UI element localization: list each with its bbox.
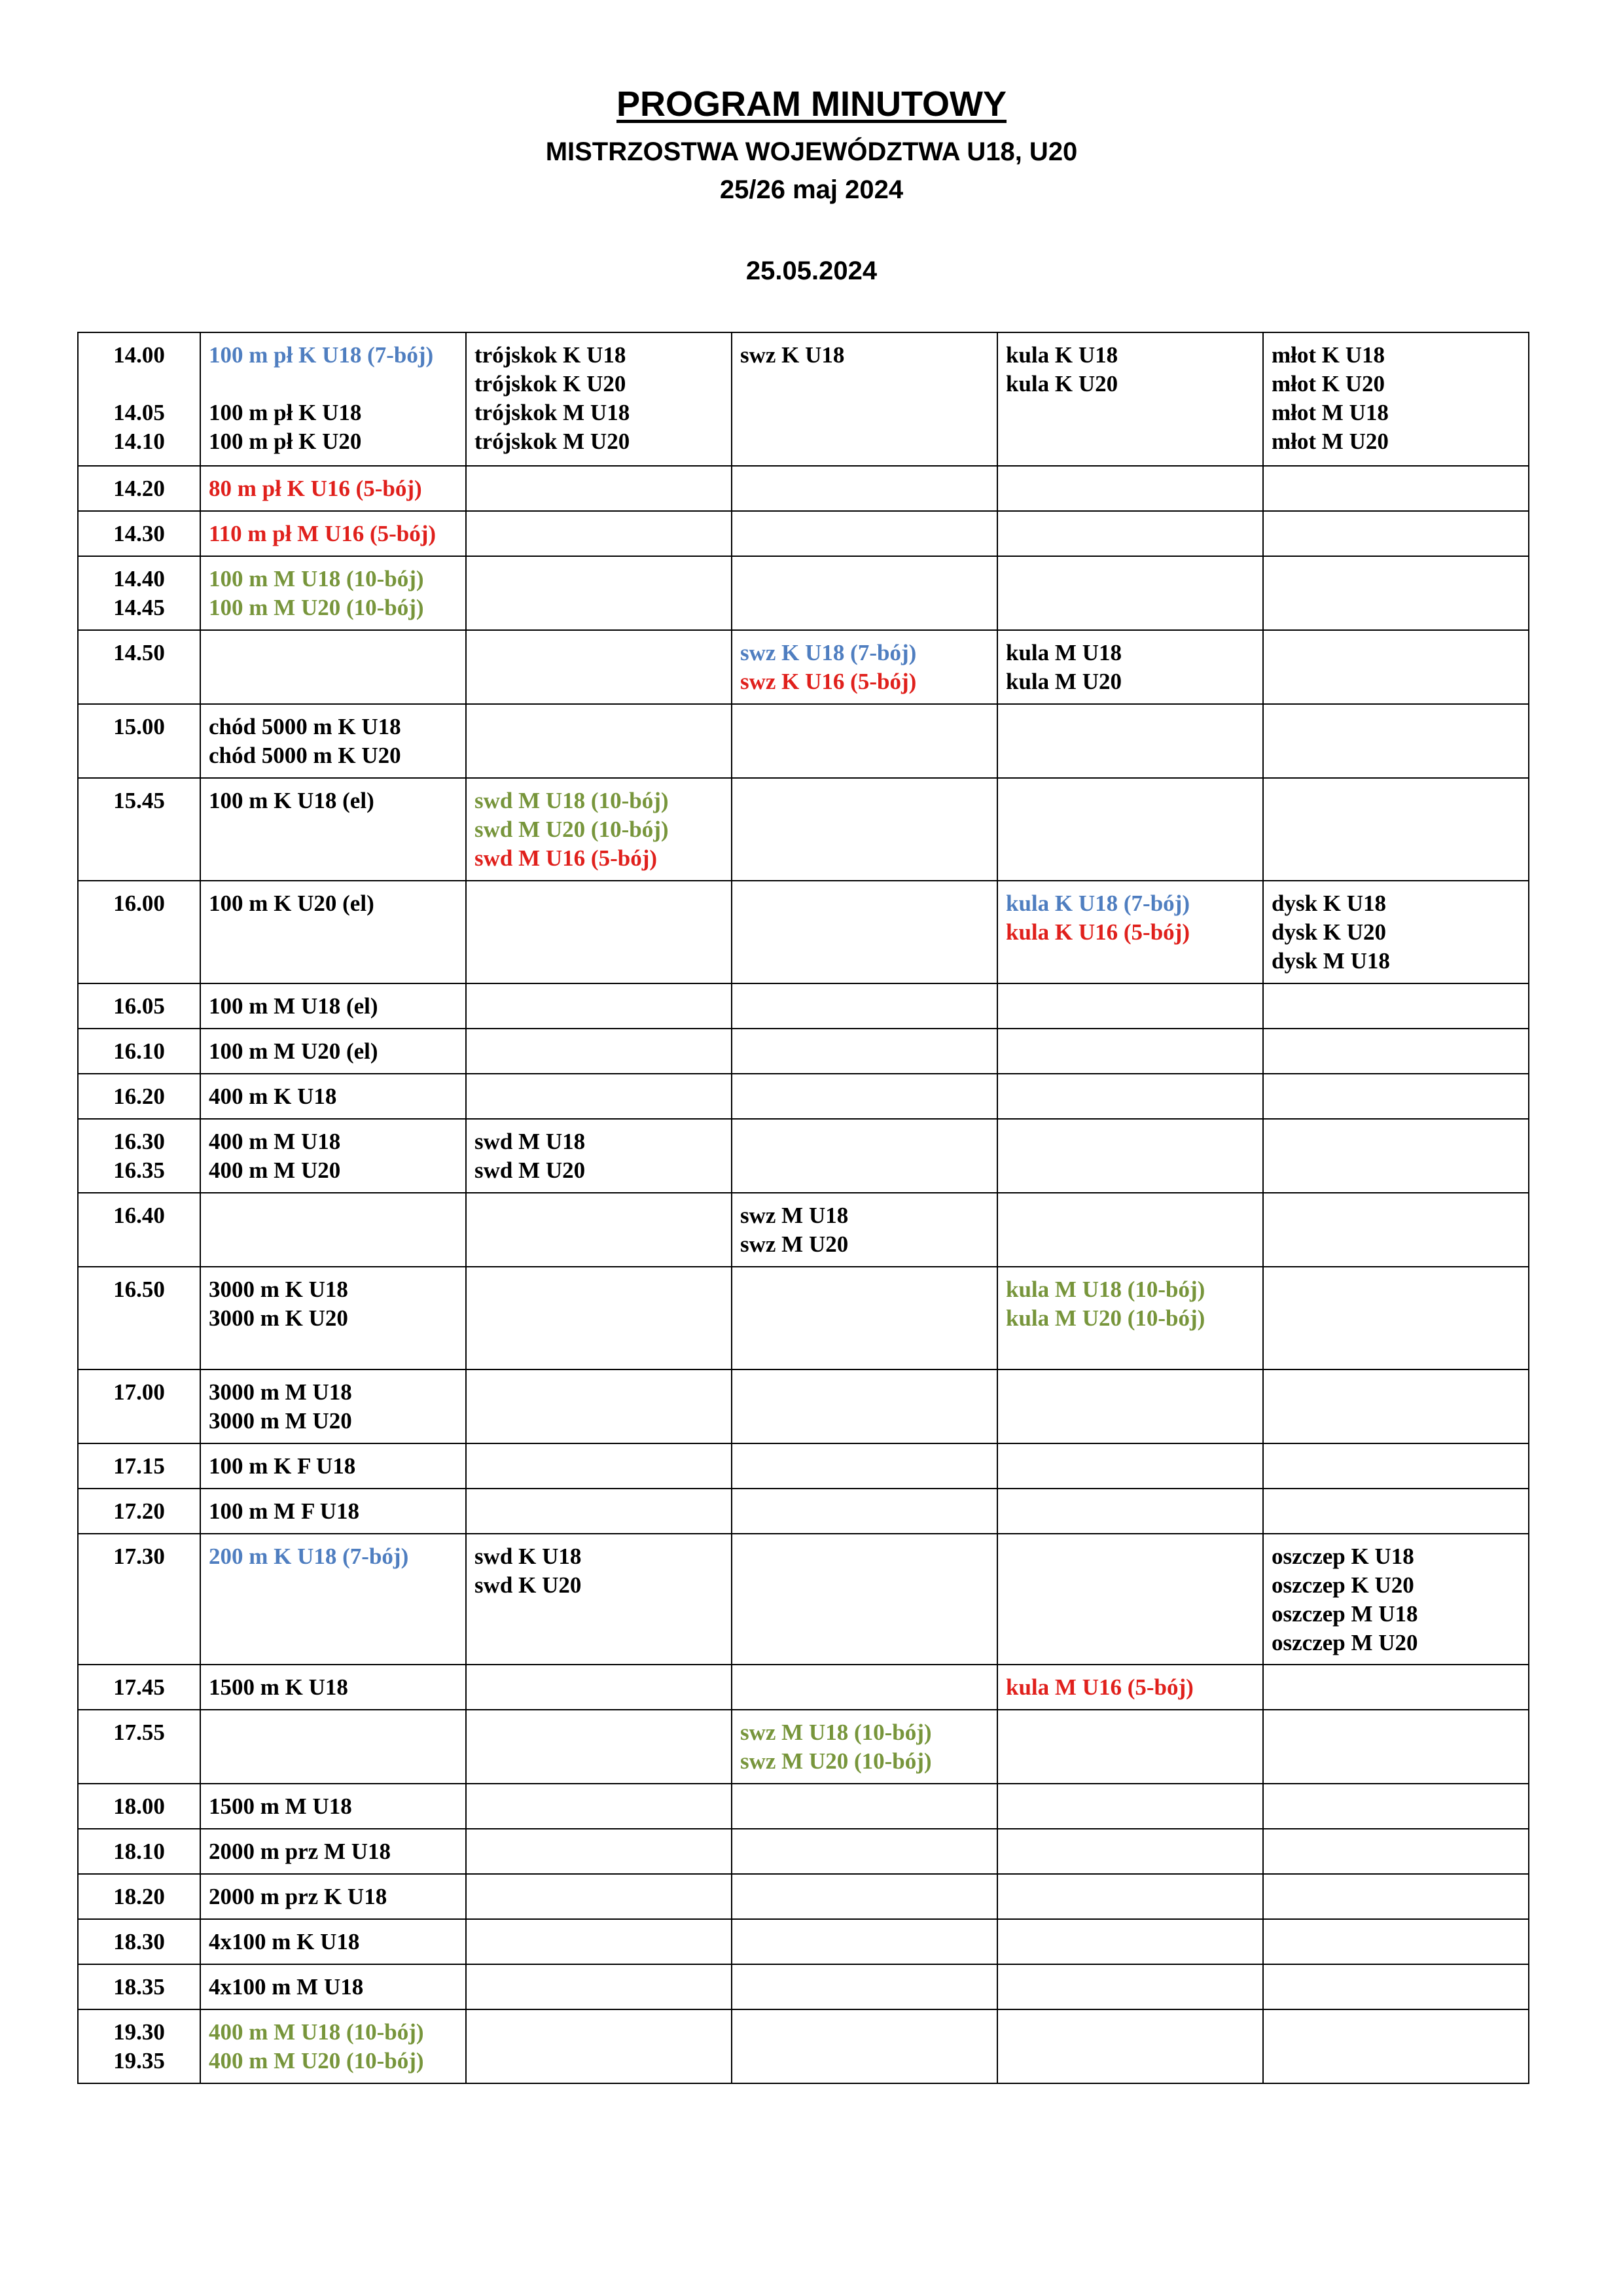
event-cell: [200, 1369, 466, 1443]
event-cell: [732, 1710, 997, 1784]
schedule-row: [78, 1267, 1529, 1369]
time-cell: [78, 1267, 200, 1369]
event-cell: [1263, 1029, 1529, 1074]
time-value: 14.50: [113, 640, 165, 665]
time-value: 16.35: [113, 1157, 165, 1183]
event-cell: [997, 1874, 1263, 1919]
event-cell: [1263, 1119, 1529, 1193]
event-cell: [466, 2009, 732, 2083]
event-entry: 200 m K U18 (7-bój): [209, 1544, 409, 1569]
time-cell: [78, 1874, 200, 1919]
event-cell: [997, 1829, 1263, 1874]
time-value: 16.10: [113, 1038, 165, 1064]
event-cell: [466, 1874, 732, 1919]
event-cell: [200, 1784, 466, 1829]
event-entry: swz M U18: [740, 1203, 849, 1228]
event-cell: [732, 1193, 997, 1267]
schedule-row: [78, 1443, 1529, 1489]
event-cell: [1263, 1665, 1529, 1710]
event-cell: [1263, 1829, 1529, 1874]
event-cell: [200, 1074, 466, 1119]
event-entry: dysk M U18: [1272, 948, 1390, 974]
schedule-row: [78, 778, 1529, 881]
event-cell: [1263, 511, 1529, 556]
event-cell: [1263, 1919, 1529, 1964]
time-value: 16.50: [113, 1277, 165, 1302]
event-entry: swd M U20 (10-bój): [474, 817, 669, 842]
schedule-row: [78, 1029, 1529, 1074]
event-entry: 100 m pł K U18 (7-bój): [209, 342, 434, 368]
event-cell: [200, 2009, 466, 2083]
time-cell: [78, 1919, 200, 1964]
event-entry: trójskok K U20: [474, 371, 626, 397]
event-cell: [1263, 1074, 1529, 1119]
event-entry: 3000 m K U20: [209, 1305, 348, 1331]
event-cell: [1263, 1193, 1529, 1267]
time-cell: [78, 1489, 200, 1534]
event-cell: [732, 2009, 997, 2083]
event-cell: [200, 1665, 466, 1710]
time-cell: [78, 556, 200, 630]
event-cell: [200, 1710, 466, 1784]
time-cell: [78, 1964, 200, 2009]
event-cell: [466, 1193, 732, 1267]
event-entry: 100 m M U20 (10-bój): [209, 595, 424, 620]
event-entry: 400 m M U18: [209, 1129, 341, 1154]
event-cell: [466, 704, 732, 778]
time-value: 16.30: [113, 1129, 165, 1154]
event-entry: 4x100 m M U18: [209, 1974, 364, 2000]
event-entry: 100 m M U18 (el): [209, 993, 378, 1019]
event-cell: [466, 556, 732, 630]
time-value: 14.20: [113, 476, 165, 501]
event-entry: młot K U20: [1272, 371, 1385, 397]
schedule-row: [78, 1369, 1529, 1443]
event-cell: [732, 1267, 997, 1369]
event-entry: swd M U20: [474, 1157, 586, 1183]
time-value: 17.15: [113, 1453, 165, 1479]
event-entry: 1500 m K U18: [209, 1674, 348, 1700]
event-cell: [997, 1534, 1263, 1665]
event-cell: [466, 1710, 732, 1784]
time-value: 17.30: [113, 1544, 165, 1569]
event-cell: [732, 704, 997, 778]
event-cell: [466, 1119, 732, 1193]
event-cell: [997, 511, 1263, 556]
time-cell: [78, 511, 200, 556]
event-entry: swz M U20: [740, 1231, 849, 1257]
event-cell: [997, 1784, 1263, 1829]
event-entry: 4x100 m K U18: [209, 1929, 360, 1954]
event-cell: [466, 1665, 732, 1710]
event-cell: [1263, 778, 1529, 881]
time-cell: [78, 332, 200, 466]
event-cell: [466, 630, 732, 704]
event-cell: [200, 511, 466, 556]
event-cell: [997, 1443, 1263, 1489]
event-cell: [1263, 704, 1529, 778]
event-entry: 100 m K F U18: [209, 1453, 356, 1479]
event-cell: [997, 1710, 1263, 1784]
event-entry: 400 m M U20 (10-bój): [209, 2048, 424, 2074]
event-cell: [732, 1784, 997, 1829]
time-cell: [78, 1029, 200, 1074]
event-cell: [200, 1443, 466, 1489]
event-entry: dysk K U20: [1272, 919, 1387, 945]
schedule-row: [78, 332, 1529, 466]
time-cell: [78, 630, 200, 704]
event-entry: swz K U18: [740, 342, 845, 368]
event-cell: [732, 1919, 997, 1964]
event-cell: [732, 1829, 997, 1874]
event-cell: [200, 1964, 466, 2009]
schedule-table: [77, 332, 1529, 2084]
event-cell: [1263, 1784, 1529, 1829]
event-cell: [732, 1665, 997, 1710]
event-cell: [997, 1267, 1263, 1369]
event-cell: [997, 1119, 1263, 1193]
event-cell: [466, 1369, 732, 1443]
event-entry: kula K U18 (7-bój): [1006, 891, 1190, 916]
event-entry: dysk K U18: [1272, 891, 1387, 916]
event-cell: [997, 1665, 1263, 1710]
event-entry: oszczep M U18: [1272, 1601, 1418, 1627]
event-cell: [997, 983, 1263, 1029]
time-cell: [78, 1665, 200, 1710]
time-value: 15.45: [113, 788, 165, 813]
event-entry: 100 m K U18 (el): [209, 788, 374, 813]
event-cell: [1263, 1267, 1529, 1369]
event-entry: chód 5000 m K U18: [209, 714, 401, 739]
event-entry: swz K U16 (5-bój): [740, 669, 917, 694]
schedule-row: [78, 1534, 1529, 1665]
event-cell: [466, 983, 732, 1029]
event-cell: [732, 778, 997, 881]
day-date: 25.05.2024: [745, 256, 878, 285]
event-cell: [1263, 556, 1529, 630]
event-cell: [200, 1267, 466, 1369]
event-entry: kula M U18 (10-bój): [1006, 1277, 1205, 1302]
schedule-row: [78, 1874, 1529, 1919]
event-cell: [732, 1964, 997, 2009]
event-entry: oszczep K U20: [1272, 1572, 1414, 1598]
event-cell: [997, 1369, 1263, 1443]
time-value: 14.45: [113, 595, 165, 620]
schedule-row: [78, 556, 1529, 630]
schedule-row: [78, 2009, 1529, 2083]
event-cell: [200, 1874, 466, 1919]
event-entry: trójskok M U20: [474, 429, 630, 454]
event-entry: trójskok K U18: [474, 342, 626, 368]
event-cell: [200, 1193, 466, 1267]
schedule-row: [78, 1829, 1529, 1874]
schedule-row: [78, 1964, 1529, 2009]
event-cell: [200, 1029, 466, 1074]
schedule-row: [78, 1119, 1529, 1193]
event-cell: [1263, 1534, 1529, 1665]
event-cell: [200, 983, 466, 1029]
event-entry: trójskok M U18: [474, 400, 630, 425]
event-cell: [466, 1784, 732, 1829]
event-name: MISTRZOSTWA WOJEWÓDZTWA U18, U20: [545, 137, 1078, 166]
event-entry: swd M U18: [474, 1129, 586, 1154]
event-entry: 100 m M U18 (10-bój): [209, 566, 424, 592]
event-cell: [732, 1074, 997, 1119]
event-cell: [997, 881, 1263, 983]
event-cell: [1263, 332, 1529, 466]
page-title: PROGRAM MINUTOWY: [616, 84, 1007, 124]
event-cell: [997, 1193, 1263, 1267]
time-value: 15.00: [113, 714, 165, 739]
schedule-row: [78, 1665, 1529, 1710]
time-cell: [78, 1710, 200, 1784]
event-cell: [997, 1029, 1263, 1074]
event-cell: [732, 332, 997, 466]
time-value: 14.40: [113, 566, 165, 592]
time-cell: [78, 1074, 200, 1119]
event-entry: 400 m M U18 (10-bój): [209, 2019, 424, 2045]
time-cell: [78, 1443, 200, 1489]
event-cell: [1263, 1489, 1529, 1534]
event-cell: [466, 466, 732, 511]
event-entry: kula K U20: [1006, 371, 1118, 397]
event-entry: swd K U18: [474, 1544, 582, 1569]
event-entry: 110 m pł M U16 (5-bój): [209, 521, 437, 546]
event-entry: swd M U18 (10-bój): [474, 788, 669, 813]
event-entry: 2000 m prz K U18: [209, 1884, 387, 1909]
event-entry: 80 m pł K U16 (5-bój): [209, 476, 422, 501]
event-entry: 400 m K U18: [209, 1084, 337, 1109]
event-cell: [732, 511, 997, 556]
schedule-row: [78, 881, 1529, 983]
event-cell: [200, 704, 466, 778]
event-cell: [997, 1489, 1263, 1534]
schedule-row: [78, 1784, 1529, 1829]
schedule-row: [78, 466, 1529, 511]
event-cell: [732, 1119, 997, 1193]
event-cell: [466, 1074, 732, 1119]
time-value: 17.00: [113, 1379, 165, 1405]
event-entry: oszczep K U18: [1272, 1544, 1414, 1569]
event-entry: młot K U18: [1272, 342, 1385, 368]
event-cell: [1263, 1710, 1529, 1784]
event-entry: kula K U16 (5-bój): [1006, 919, 1190, 945]
event-entry: kula K U18: [1006, 342, 1118, 368]
time-cell: [78, 1534, 200, 1665]
event-cell: [997, 778, 1263, 881]
event-cell: [997, 630, 1263, 704]
event-cell: [997, 466, 1263, 511]
event-cell: [997, 556, 1263, 630]
event-entry: 1500 m M U18: [209, 1793, 352, 1819]
time-value: 18.20: [113, 1884, 165, 1909]
event-cell: [466, 778, 732, 881]
time-cell: [78, 704, 200, 778]
event-cell: [997, 1074, 1263, 1119]
time-value: 16.05: [113, 993, 165, 1019]
event-cell: [1263, 1443, 1529, 1489]
event-cell: [200, 1919, 466, 1964]
schedule-row: [78, 1489, 1529, 1534]
schedule-row: [78, 511, 1529, 556]
event-entry: kula M U18: [1006, 640, 1122, 665]
event-cell: [1263, 630, 1529, 704]
event-cell: [200, 1829, 466, 1874]
event-entry: swd M U16 (5-bój): [474, 845, 658, 871]
schedule-row: [78, 704, 1529, 778]
time-value: 17.45: [113, 1674, 165, 1700]
schedule-row: [78, 983, 1529, 1029]
event-cell: [732, 1443, 997, 1489]
time-value: 19.35: [113, 2048, 165, 2074]
time-value: 16.20: [113, 1084, 165, 1109]
event-cell: [732, 556, 997, 630]
event-entry: 100 m K U20 (el): [209, 891, 374, 916]
time-value: 17.55: [113, 1720, 165, 1745]
event-entry: 3000 m K U18: [209, 1277, 348, 1302]
event-cell: [732, 983, 997, 1029]
event-cell: [997, 1919, 1263, 1964]
event-cell: [1263, 983, 1529, 1029]
time-value: 16.40: [113, 1203, 165, 1228]
event-entry: 400 m M U20: [209, 1157, 341, 1183]
event-cell: [466, 881, 732, 983]
event-entry: kula M U20: [1006, 669, 1122, 694]
event-entry: kula M U16 (5-bój): [1006, 1674, 1194, 1700]
event-cell: [1263, 1964, 1529, 2009]
event-cell: [732, 466, 997, 511]
event-cell: [200, 1489, 466, 1534]
event-entry: kula M U20 (10-bój): [1006, 1305, 1205, 1331]
event-cell: [997, 332, 1263, 466]
event-cell: [997, 704, 1263, 778]
event-cell: [732, 630, 997, 704]
event-cell: [466, 1443, 732, 1489]
event-dates: 25/26 maj 2024: [719, 175, 904, 204]
time-value: 19.30: [113, 2019, 165, 2045]
event-entry: swz M U18 (10-bój): [740, 1720, 932, 1745]
time-value: 16.00: [113, 891, 165, 916]
time-cell: [78, 2009, 200, 2083]
event-cell: [466, 1267, 732, 1369]
time-value: 17.20: [113, 1498, 165, 1524]
schedule-row: [78, 1919, 1529, 1964]
event-entry: oszczep M U20: [1272, 1630, 1418, 1655]
event-entry: młot M U18: [1272, 400, 1389, 425]
time-value: 14.00: [113, 342, 165, 368]
time-cell: [78, 466, 200, 511]
event-entry: 3000 m M U18: [209, 1379, 352, 1405]
event-entry: 100 m M U20 (el): [209, 1038, 378, 1064]
event-cell: [466, 1919, 732, 1964]
time-cell: [78, 983, 200, 1029]
event-cell: [997, 1964, 1263, 2009]
event-cell: [732, 881, 997, 983]
event-cell: [732, 1534, 997, 1665]
schedule-body: [78, 332, 1529, 2083]
event-cell: [466, 1489, 732, 1534]
schedule-row: [78, 630, 1529, 704]
event-cell: [997, 2009, 1263, 2083]
event-cell: [466, 1964, 732, 2009]
schedule-row: [78, 1193, 1529, 1267]
schedule-row: [78, 1074, 1529, 1119]
event-cell: [200, 1534, 466, 1665]
event-cell: [466, 332, 732, 466]
event-cell: [732, 1369, 997, 1443]
time-cell: [78, 778, 200, 881]
event-cell: [466, 1829, 732, 1874]
event-entry: swd K U20: [474, 1572, 582, 1598]
event-cell: [466, 511, 732, 556]
time-cell: [78, 881, 200, 983]
event-cell: [200, 1119, 466, 1193]
event-cell: [732, 1489, 997, 1534]
event-cell: [1263, 1369, 1529, 1443]
event-gap: [209, 370, 465, 398]
schedule-row: [78, 1710, 1529, 1784]
time-value: 14.30: [113, 521, 165, 546]
event-cell: [466, 1029, 732, 1074]
event-cell: [1263, 2009, 1529, 2083]
event-entry: młot M U20: [1272, 429, 1389, 454]
event-cell: [1263, 881, 1529, 983]
time-cell: [78, 1119, 200, 1193]
event-entry: 3000 m M U20: [209, 1408, 352, 1434]
time-value: 18.30: [113, 1929, 165, 1954]
event-entry: 100 m M F U18: [209, 1498, 360, 1524]
event-cell: [200, 556, 466, 630]
event-cell: [200, 881, 466, 983]
time-gap: [79, 370, 200, 398]
event-cell: [466, 1534, 732, 1665]
time-value: 14.10: [113, 429, 165, 454]
event-entry: 2000 m prz M U18: [209, 1839, 391, 1864]
event-cell: [732, 1029, 997, 1074]
event-entry: 100 m pł K U18: [209, 400, 362, 425]
event-cell: [1263, 466, 1529, 511]
time-cell: [78, 1193, 200, 1267]
event-entry: 100 m pł K U20: [209, 429, 362, 454]
event-cell: [200, 778, 466, 881]
event-cell: [200, 332, 466, 466]
event-entry: swz M U20 (10-bój): [740, 1748, 932, 1774]
time-value: 18.00: [113, 1793, 165, 1819]
event-cell: [1263, 1874, 1529, 1919]
time-cell: [78, 1829, 200, 1874]
event-cell: [200, 466, 466, 511]
time-value: 18.35: [113, 1974, 165, 2000]
time-value: 18.10: [113, 1839, 165, 1864]
event-cell: [732, 1874, 997, 1919]
time-cell: [78, 1784, 200, 1829]
event-cell: [200, 630, 466, 704]
time-value: 14.05: [113, 400, 165, 425]
event-entry: chód 5000 m K U20: [209, 743, 401, 768]
time-cell: [78, 1369, 200, 1443]
event-entry: swz K U18 (7-bój): [740, 640, 917, 665]
